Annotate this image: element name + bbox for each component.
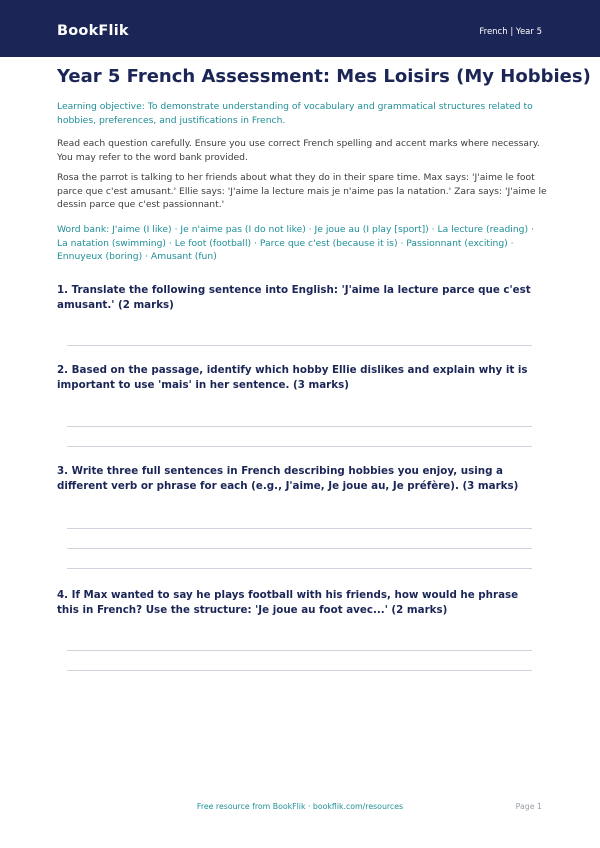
answer-line[interactable]	[67, 670, 532, 671]
footer-resource-link[interactable]: Free resource from BookFlik · bookflik.com/resources	[196, 802, 404, 811]
instructions-text: Read each question carefully. Ensure you use correct French spelling and accent marks where necessary. You may refer to the word bank provided.	[57, 138, 540, 163]
header-bar	[0, 0, 600, 57]
page-number: Page 1	[515, 802, 542, 811]
question-1: 1. Translate the following sentence into English: 'J'aime la lecture parce que c'est amusant.' (2 marks)	[57, 284, 531, 311]
answer-line[interactable]	[67, 548, 532, 549]
brand-logo[interactable]: BookFlik	[57, 23, 129, 39]
answer-line[interactable]	[67, 426, 532, 427]
answer-line[interactable]	[67, 650, 532, 651]
answer-line[interactable]	[67, 528, 532, 529]
answer-line[interactable]	[67, 446, 532, 447]
question-3: 3. Write three full sentences in French describing hobbies you enjoy, using a different verb or phrase for each (e.g., J'aime, Je joue au, Je préfère). (3 marks)	[57, 465, 519, 492]
question-4: 4. If Max wanted to say he plays football with his friends, how would he phrase this in French? Use the structure: 'Je joue au foot avec...' (2 marks)	[57, 589, 519, 616]
word-bank: Word bank: J'aime (I like) · Je n'aime pas (I do not like) · Je joue au (I play [sport]) · La lecture (reading) · La natation (swimming) · Le foot (football) · Parce que c'est (because it is) · Passionnant (exciting) · Ennuyeux (boring) · Amusant (fun)	[57, 224, 534, 262]
question-2: 2. Based on the passage, identify which hobby Ellie dislikes and explain why it is important to use 'mais' in her sentence. (3 marks)	[57, 364, 528, 391]
page-title: Year 5 French Assessment: Mes Loisirs (My Hobbies)	[57, 66, 591, 87]
answer-line[interactable]	[67, 345, 532, 346]
passage-text: Rosa the parrot is talking to her friends about what they do in their spare time. Max says: 'J'aime le foot parce que c'est amusant.' Ellie says: 'J'aime la lecture mais je n'aime pas la natation.' Zara says: 'J'aime le dessin parce que c'est passionnant.'	[57, 172, 547, 210]
subject-year-label: French | Year 5	[479, 27, 542, 37]
learning-objective: Learning objective: To demonstrate understanding of vocabulary and grammatical structures related to hobbies, preferences, and justifications in French.	[57, 101, 533, 126]
answer-line[interactable]	[67, 568, 532, 569]
